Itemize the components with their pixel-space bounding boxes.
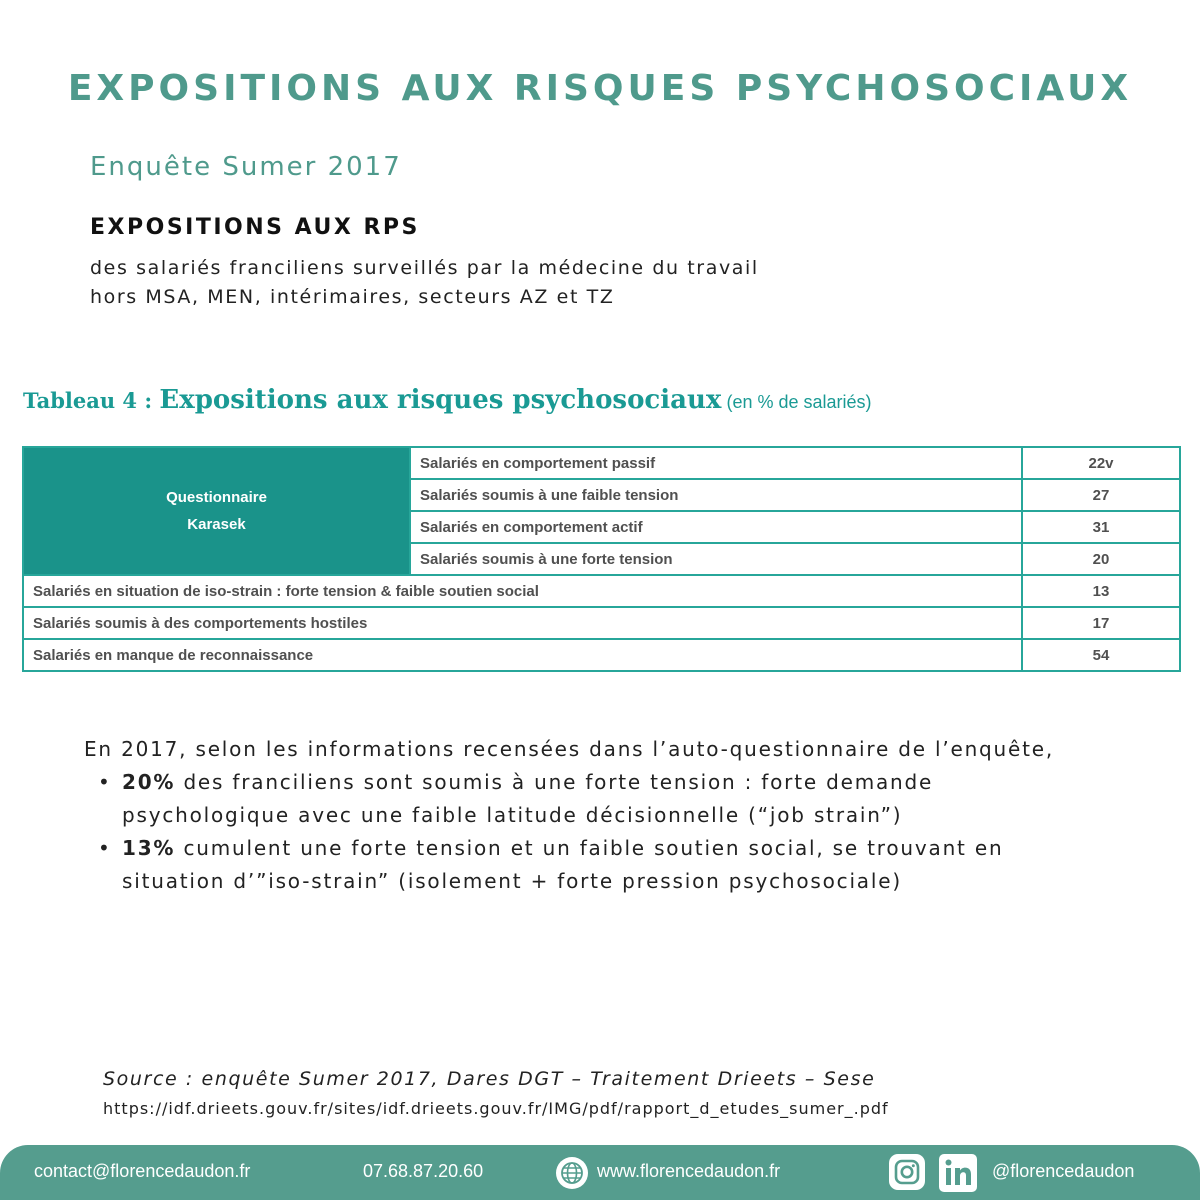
footer-handle[interactable]: @florencedaudon — [992, 1161, 1135, 1181]
footer-phone[interactable]: 07.68.87.20.60 — [363, 1161, 484, 1181]
bullet-icon: • — [98, 836, 112, 860]
table-caption-unit: (en % de salariés) — [726, 392, 872, 412]
list-item — [98, 766, 1094, 832]
row-label: Salariés soumis à des comportements hostiles — [23, 607, 1022, 639]
row-label: Salariés soumis à une faible tension — [410, 479, 1022, 511]
row-label: Salariés en comportement passif — [410, 447, 1022, 479]
bullet-list — [98, 766, 1094, 898]
description-line: hors MSA, MEN, intérimaires, secteurs AZ et TZ — [90, 286, 615, 308]
bullet-highlight: 13% — [122, 836, 176, 860]
group-cell — [23, 447, 410, 575]
row-label: Salariés en manque de reconnaissance — [23, 639, 1022, 671]
bullet-highlight: 20% — [122, 770, 176, 794]
row-value: 31 — [1022, 511, 1180, 543]
body-text — [84, 733, 1094, 898]
row-label: Salariés en situation de iso-strain : forte tension & faible soutien social — [23, 575, 1022, 607]
footer-website[interactable]: www.florencedaudon.fr — [597, 1161, 781, 1181]
row-value: 22v — [1022, 447, 1180, 479]
row-value: 54 — [1022, 639, 1180, 671]
table-row — [23, 447, 1180, 479]
row-label: Salariés en comportement actif — [410, 511, 1022, 543]
group-label: Questionnaire — [166, 489, 267, 506]
table-caption-name: Expositions aux risques psychosociaux — [159, 385, 722, 415]
table-row — [23, 607, 1180, 639]
body-intro: En 2017, selon les informations recensées dans l’auto-questionnaire de l’enquête, — [84, 737, 1055, 761]
page-title: EXPOSITIONS AUX RISQUES PSYCHOSOCIAUX — [67, 68, 1133, 109]
source-url[interactable]: https://idf.drieets.gouv.fr/sites/idf.drieets.gouv.fr/IMG/pdf/rapport_d_etudes_sumer_.pdf — [103, 1099, 889, 1118]
bullet-text: cumulent une forte tension et un faible soutien social, se trouvant en situation d’”iso-strain” (isolement + forte pression psychosociale) — [122, 836, 1004, 893]
globe-icon — [555, 1156, 589, 1190]
row-value: 27 — [1022, 479, 1180, 511]
exposure-table — [22, 446, 1181, 672]
section-title: EXPOSITIONS AUX RPS — [90, 215, 420, 240]
linkedin-icon[interactable] — [938, 1153, 978, 1193]
bullet-icon: • — [98, 770, 112, 794]
footer-email[interactable]: contact@florencedaudon.fr — [34, 1161, 251, 1181]
footer-bar — [0, 1145, 1200, 1200]
table-caption-label: Tableau 4 : — [23, 388, 160, 413]
bullet-text: des franciliens sont soumis à une forte tension : forte demande psychologique avec une faible latitude décisionnelle (“job strain”) — [122, 770, 934, 827]
row-value: 20 — [1022, 543, 1180, 575]
row-value: 17 — [1022, 607, 1180, 639]
table-row — [23, 639, 1180, 671]
group-label: Karasek — [187, 516, 246, 533]
source-citation: Source : enquête Sumer 2017, Dares DGT – Traitement Drieets – Sese — [103, 1068, 876, 1090]
page-subtitle: Enquête Sumer 2017 — [90, 152, 402, 182]
table-row — [23, 575, 1180, 607]
table-caption — [23, 385, 872, 415]
description-line: des salariés franciliens surveillés par la médecine du travail — [90, 257, 759, 279]
instagram-icon[interactable] — [888, 1153, 926, 1191]
section-description — [90, 254, 759, 312]
row-value: 13 — [1022, 575, 1180, 607]
list-item — [98, 832, 1094, 898]
row-label: Salariés soumis à une forte tension — [410, 543, 1022, 575]
